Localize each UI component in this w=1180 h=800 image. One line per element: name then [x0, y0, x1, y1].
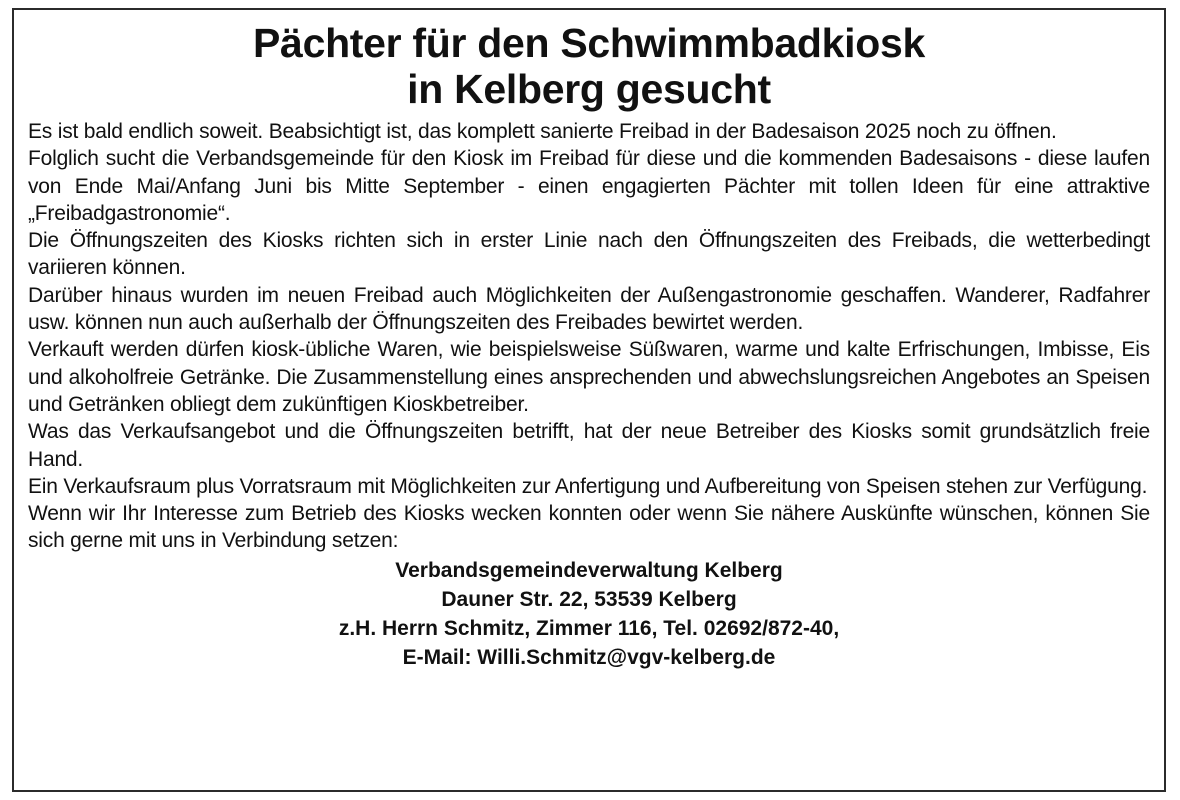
paragraph-opening: Es ist bald endlich soweit. Beabsichtigt ist, das komplett sanierte Freibad in der Badesaison 2025 noch zu öffnen.	[28, 120, 1057, 143]
paragraph-goods: Verkauft werden dürfen kiosk-übliche Waren, wie beispielsweise Süßwaren, warme und kalte Erfrischungen, Imbisse, Eis und alkoholfreie Getränke. Die Zusammenstellung eines ansprechenden und abwechslungsreichen Angebotes an Speisen und Getränken obliegt dem zukünftigen Kioskbetreiber.	[28, 338, 1150, 416]
ad-title-line-1: Pächter für den Schwimmbadkiosk	[253, 20, 925, 66]
paragraph-contact-invite: Wenn wir Ihr Interesse zum Betrieb des Kiosks wecken konnten oder wenn Sie nähere Auskünfte wünschen, können Sie sich gerne mit uns in Verbindung setzen:	[28, 502, 1150, 553]
paragraph-opening-hours: Die Öffnungszeiten des Kiosks richten sich in erster Linie nach den Öffnungszeiten des Freibads, die wetterbedingt variieren können.	[28, 229, 1150, 280]
advertisement-frame	[12, 8, 1166, 792]
contact-organization: Verbandsgemeindeverwaltung Kelberg	[395, 558, 783, 582]
contact-block	[28, 556, 1150, 672]
paragraph-rooms: Ein Verkaufsraum plus Vorratsraum mit Möglichkeiten zur Anfertigung und Aufbereitung von Speisen stehen zur Verfügung.	[28, 474, 1148, 498]
contact-person: z.H. Herrn Schmitz, Zimmer 116, Tel. 02692/872-40,	[338, 616, 840, 640]
contact-address: Dauner Str. 22, 53539 Kelberg	[441, 587, 737, 611]
paragraph-outdoor-gastronomy: Darüber hinaus wurden im neuen Freibad auch Möglichkeiten der Außengastronomie geschaffen. Wanderer, Radfahrer usw. können nun auch außerhalb der Öffnungszeiten des Freibades bewirtet werden.	[28, 283, 1150, 335]
paragraph-search: Folglich sucht die Verbandsgemeinde für den Kiosk im Freibad für diese und die kommenden Badesaisons - diese laufen von Ende Mai/Anfang Juni bis Mitte September - einen engagierten Pächter mit tollen Ideen für eine attraktive „Freibadgastronomie“.	[28, 147, 1150, 225]
contact-email: E-Mail: Willi.Schmitz@vgv-kelberg.de	[402, 645, 776, 669]
ad-body	[28, 118, 1150, 555]
paragraph-free-hand: Was das Verkaufsangebot und die Öffnungszeiten betrifft, hat der neue Betreiber des Kiosks somit grundsätzlich freie Hand.	[28, 420, 1150, 471]
ad-title-line-2: in Kelberg gesucht	[407, 66, 771, 112]
ad-title	[28, 20, 1150, 112]
